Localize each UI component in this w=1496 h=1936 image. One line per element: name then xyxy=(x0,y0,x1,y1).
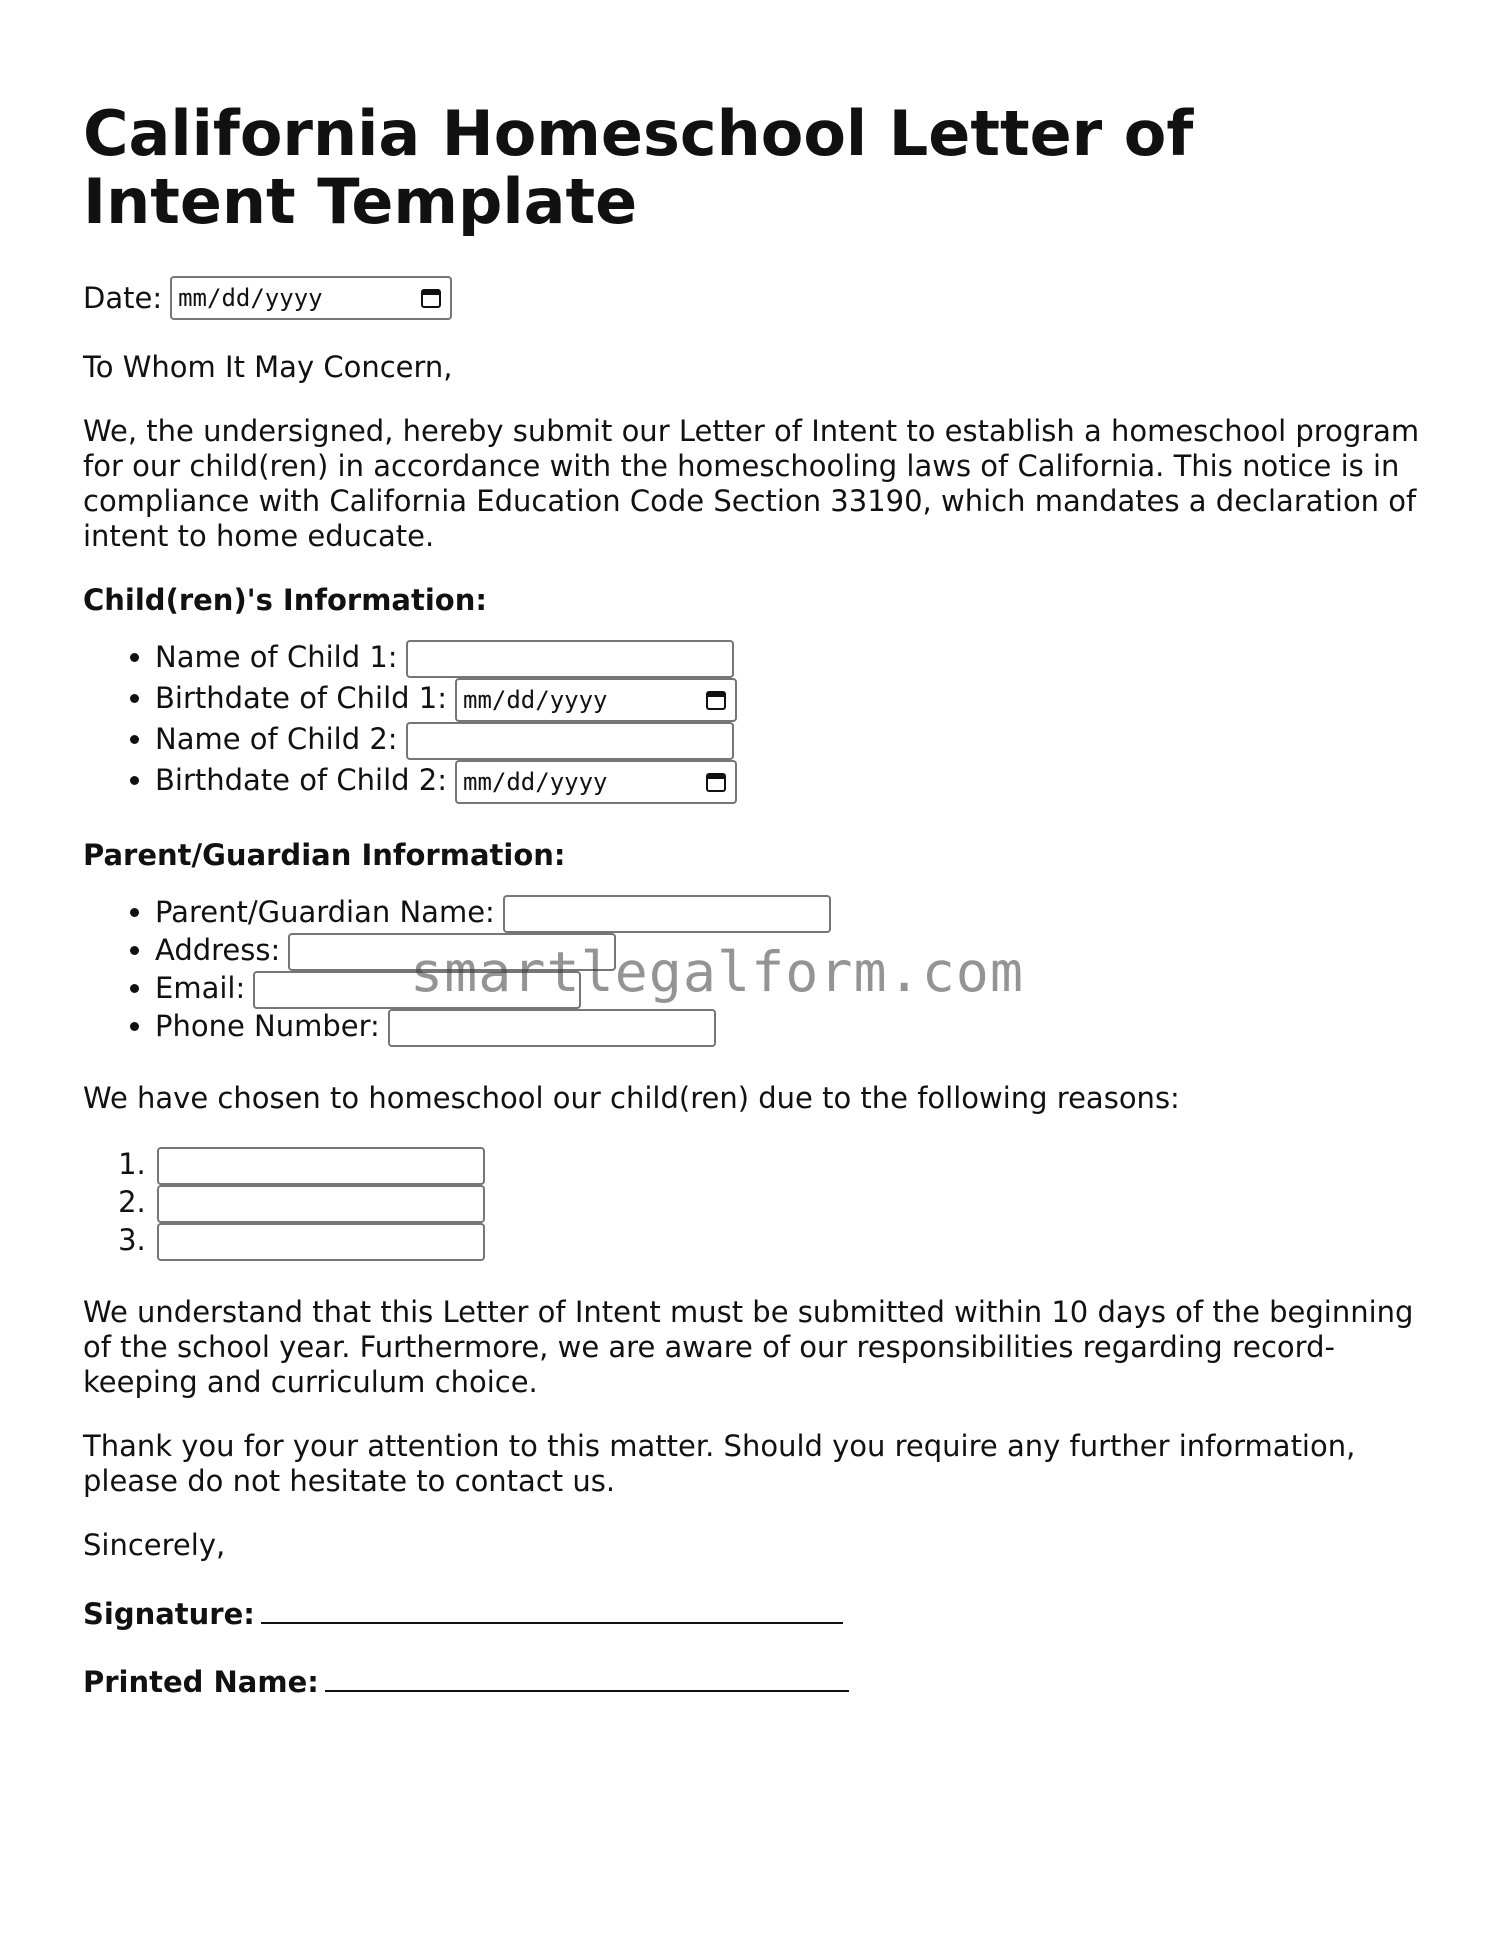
list-item xyxy=(155,676,1423,720)
list-item xyxy=(155,720,1423,758)
date-input[interactable] xyxy=(170,276,452,320)
calendar-icon[interactable] xyxy=(705,771,727,793)
list-item xyxy=(155,758,1423,802)
reason-2-input[interactable] xyxy=(157,1185,485,1223)
calendar-icon[interactable] xyxy=(705,689,727,711)
child2-name-label: Name of Child 2: xyxy=(155,722,398,756)
list-item xyxy=(155,638,1423,676)
letter-document xyxy=(83,97,1423,1728)
thanks-paragraph: Thank you for your attention to this matter. Should you require any further information, please do not hesitate to contact us. xyxy=(83,1429,1356,1498)
reason-3-input[interactable] xyxy=(157,1223,485,1261)
phone-label: Phone Number: xyxy=(155,1009,380,1043)
list-item xyxy=(155,1221,1423,1259)
list-item xyxy=(155,1145,1423,1183)
salutation: To Whom It May Concern, xyxy=(83,350,453,384)
email-label: Email: xyxy=(155,971,246,1005)
child1-birthdate-label: Birthdate of Child 1: xyxy=(155,681,447,715)
closing: Sincerely, xyxy=(83,1528,226,1562)
reason-1-input[interactable] xyxy=(157,1147,485,1185)
child2-name-input[interactable] xyxy=(406,722,734,760)
calendar-icon[interactable] xyxy=(420,287,442,309)
date-placeholder: mm/dd/yyyy xyxy=(463,686,608,714)
intro-paragraph: We, the undersigned, hereby submit our Letter of Intent to establish a homeschool program for our child(ren) in accordance with the homeschooling laws of California. This notice is in compliance with California Education Code Section 33190, which mandates a declaration of intent to home educate. xyxy=(83,414,1420,553)
understanding-paragraph: We understand that this Letter of Intent must be submitted within 10 days of the beginning of the school year. Furthermore, we are aware of our responsibilities regarding record-keeping and curriculum choice. xyxy=(83,1295,1414,1399)
email-input[interactable] xyxy=(253,971,581,1009)
list-item xyxy=(155,1007,1423,1045)
reasons-list xyxy=(83,1145,1423,1259)
address-label: Address: xyxy=(155,933,281,967)
date-row xyxy=(83,276,1423,320)
parent-name-label: Parent/Guardian Name: xyxy=(155,895,495,929)
signature-label: Signature: xyxy=(83,1597,255,1631)
date-label: Date: xyxy=(83,280,163,315)
parent-heading: Parent/Guardian Information: xyxy=(83,838,566,872)
signature-blank[interactable] xyxy=(261,1592,843,1624)
watermark: smartlegalform.com xyxy=(410,940,1025,1004)
printed-name-line xyxy=(83,1660,1423,1700)
reasons-intro: We have chosen to homeschool our child(ren) due to the following reasons: xyxy=(83,1081,1180,1115)
list-item xyxy=(155,893,1423,931)
child1-name-label: Name of Child 1: xyxy=(155,640,398,674)
page-title: California Homeschool Letter of Intent Template xyxy=(83,97,1194,238)
phone-input[interactable] xyxy=(388,1009,716,1047)
child2-birthdate-input[interactable] xyxy=(455,760,737,804)
list-item xyxy=(155,1183,1423,1221)
parent-name-input[interactable] xyxy=(503,895,831,933)
child2-birthdate-label: Birthdate of Child 2: xyxy=(155,763,447,797)
list-item xyxy=(155,931,1423,969)
address-input[interactable] xyxy=(288,933,616,971)
list-item xyxy=(155,969,1423,1007)
signature-line xyxy=(83,1592,1423,1632)
printed-name-blank[interactable] xyxy=(325,1660,849,1692)
child1-birthdate-input[interactable] xyxy=(455,678,737,722)
parent-list xyxy=(83,893,1423,1045)
children-heading: Child(ren)'s Information: xyxy=(83,583,487,617)
child1-name-input[interactable] xyxy=(406,640,734,678)
children-list xyxy=(83,638,1423,802)
date-placeholder: mm/dd/yyyy xyxy=(463,768,608,796)
date-placeholder: mm/dd/yyyy xyxy=(178,283,323,312)
printed-name-label: Printed Name: xyxy=(83,1665,319,1699)
